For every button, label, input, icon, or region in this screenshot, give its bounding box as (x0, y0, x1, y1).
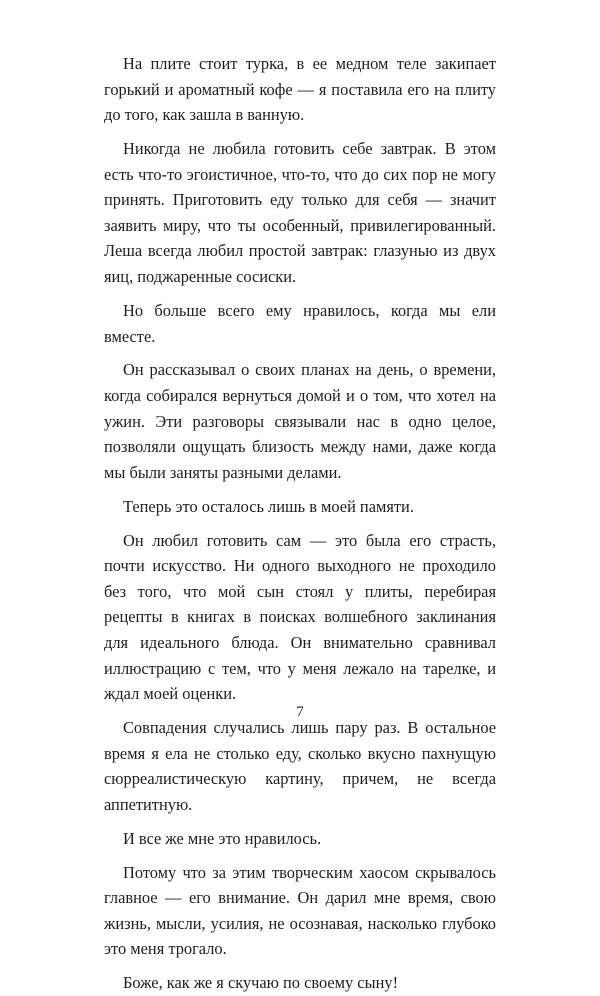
paragraph: Теперь это осталось лишь в моей памяти. (123, 496, 414, 516)
paragraph: Боже, как же я скучаю по своему сыну! (123, 973, 399, 993)
paragraph: На плите стоит турка, в ее медном теле закипает горький и ароматный кофе — я поставила его на плиту до того, как зашла в ванную. (104, 54, 496, 125)
paragraph: Потому что за этим творческим хаосом скрывалось главное — его внимание. Он дарил мне время, свою жизнь, мысли, усилия, не осознавая, насколько глубоко это меня трогало. (104, 862, 496, 959)
paragraph: Никогда не любила готовить себе завтрак. В этом есть что-то эгоистичное, что-то, что до сих пор не могу принять. Приготовить еду только для себя — значит заявить миру, что ты особенный, привилегированный. Леша всегда любил простой завтрак: глазунью из двух яиц, поджаренные сосиски. (104, 139, 496, 287)
paragraph: И все же мне это нравилось. (123, 828, 322, 848)
paragraph: Он любил готовить сам — это была его страсть, почти искусство. Ни одного выходного не проходило без того, что мой сын стоял у плиты, перебирая рецепты в книгах в поисках волшебного заклинания для идеального блюда. Он внимательно сравнивал иллюстрацию с тем, что у меня лежало на тарелке, и ждал моей оценки. (104, 530, 496, 704)
page-number: 7 (296, 704, 304, 720)
paragraph: Но больше всего ему нравилось, когда мы ели вместе. (104, 300, 496, 346)
paragraph: Совпадения случались лишь пару раз. В остальное время я ела не столько еду, сколько вкусно пахнущую сюрреалистическую картину, причем, не всегда аппетитную. (104, 718, 496, 814)
paragraph: Он рассказывал о своих планах на день, о времени, когда собирался вернуться домой и о том, что хотел на ужин. Эти разговоры связывали нас в одно целое, позволяли ощущать близость между нами, даже когда мы были заняты разными делами. (104, 360, 496, 482)
page-body (104, 51, 496, 996)
